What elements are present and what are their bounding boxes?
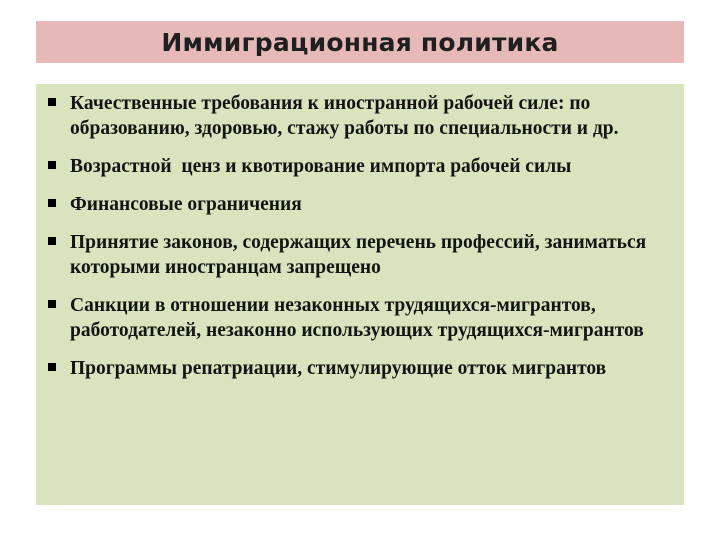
bullet-text: Программы репатриации, стимулирующие отток мигрантов [70,358,607,379]
bullet-item [48,356,664,381]
square-bullet-icon [48,161,56,169]
bullet-item [48,91,664,141]
bullet-text: Принятие законов, содержащих перечень профессий, заниматься которыми иностранцам запрещено [70,232,647,278]
bullet-text: Качественные требования к иностранной рабочей силе: по образованию, здоровью, стажу работы по специальности и др. [70,93,619,139]
square-bullet-icon [48,363,56,371]
bullet-text: Финансовые ограничения [70,194,302,215]
square-bullet-icon [48,300,56,308]
slide-title: Иммиграционная политика [161,27,559,57]
square-bullet-icon [48,98,56,106]
bullet-item [48,230,664,280]
content-box [36,84,684,505]
bullet-item [48,192,664,217]
square-bullet-icon [48,237,56,245]
bullet-text: Санкции в отношении незаконных трудящихся-мигрантов, работодателей, незаконно использующих трудящихся-мигрантов [70,295,644,341]
square-bullet-icon [48,199,56,207]
bullet-item [48,154,664,179]
title-bar [36,21,684,63]
bullet-item [48,293,664,343]
bullet-list [48,91,664,381]
bullet-text: Возрастной ценз и квотирование импорта рабочей силы [70,156,572,177]
